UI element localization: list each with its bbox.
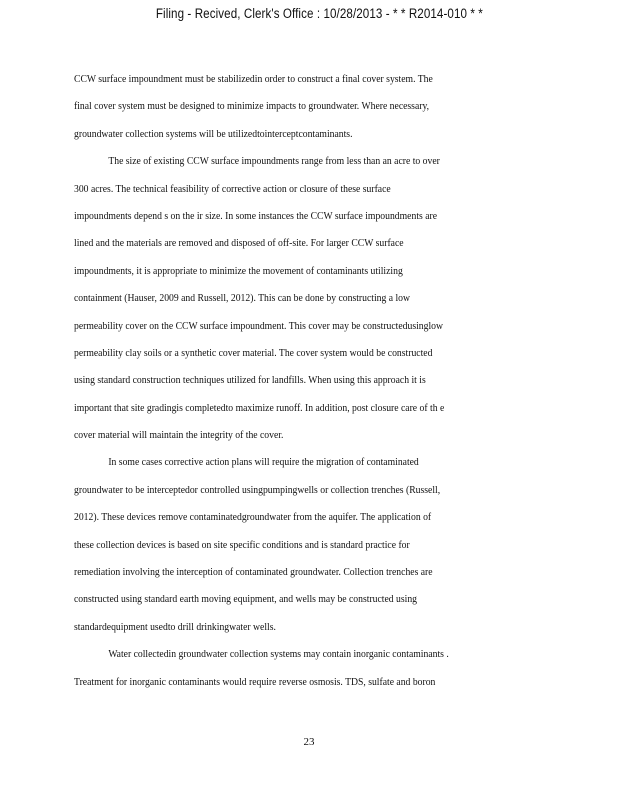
body-line: these collection devices is based on site specific conditions and is standard practice for bbox=[74, 538, 410, 551]
body-line: cover material will maintain the integrity of the cover. bbox=[74, 429, 284, 442]
body-line: groundwater to be interceptedor controlled usingpumpingwells or collection trenches (Russell, bbox=[74, 483, 441, 496]
body-line: groundwater collection systems will be utilizedtointerceptcontaminants. bbox=[74, 127, 353, 140]
body-line: CCW surface impoundment must be stabilizedin order to construct a final cover system. The bbox=[74, 73, 433, 85]
body-line: permeability cover on the CCW surface impoundment. This cover may be constructedusinglow bbox=[74, 319, 444, 332]
page-number: 23 bbox=[303, 736, 315, 748]
body-line: standardequipment usedto drill drinkingwater wells. bbox=[74, 620, 276, 633]
body-line: The size of existing CCW surface impoundments range from less than an acre to over bbox=[108, 155, 440, 168]
body-line: constructed using standard earth moving equipment, and wells may be constructed using bbox=[74, 593, 418, 606]
body-line: Water collectedin groundwater collection systems may contain inorganic contaminants . bbox=[108, 648, 449, 661]
body-line: 2012). These devices remove contaminatedgroundwater from the aquifer. The application of bbox=[74, 511, 432, 524]
body-line: Treatment for inorganic contaminants would require reverse osmosis. TDS, sulfate and boron bbox=[74, 675, 436, 688]
body-line: impoundments, it is appropriate to minimize the movement of contaminants utilizing bbox=[74, 264, 403, 277]
body-line: using standard construction techniques utilized for landfills. When using this approach it is bbox=[74, 374, 426, 387]
body-line: impoundments depend s on the ir size. In some instances the CCW surface impoundments are bbox=[74, 209, 438, 222]
body-line: lined and the materials are removed and disposed of off-site. For larger CCW surface bbox=[74, 237, 404, 250]
body-line: containment (Hauser, 2009 and Russell, 2012). This can be done by constructing a low bbox=[74, 292, 411, 305]
filing-header: Filing - Recived, Clerk's Office : 10/28/2013 - * * R2014-010 * * bbox=[155, 6, 483, 21]
body-line: 300 acres. The technical feasibility of corrective action or closure of these surface bbox=[74, 182, 391, 195]
body-line: In some cases corrective action plans will require the migration of contaminated bbox=[108, 456, 419, 469]
body-line: permeability clay soils or a synthetic cover material. The cover system would be constructed bbox=[74, 346, 433, 359]
body-line: final cover system must be designed to minimize impacts to groundwater. Where necessary, bbox=[74, 100, 430, 113]
body-line: important that site gradingis completedto maximize runoff. In addition, post closure care of th e bbox=[74, 401, 445, 414]
body-line: remediation involving the interception of contaminated groundwater. Collection trenches are bbox=[74, 566, 433, 579]
document-body bbox=[74, 70, 536, 700]
